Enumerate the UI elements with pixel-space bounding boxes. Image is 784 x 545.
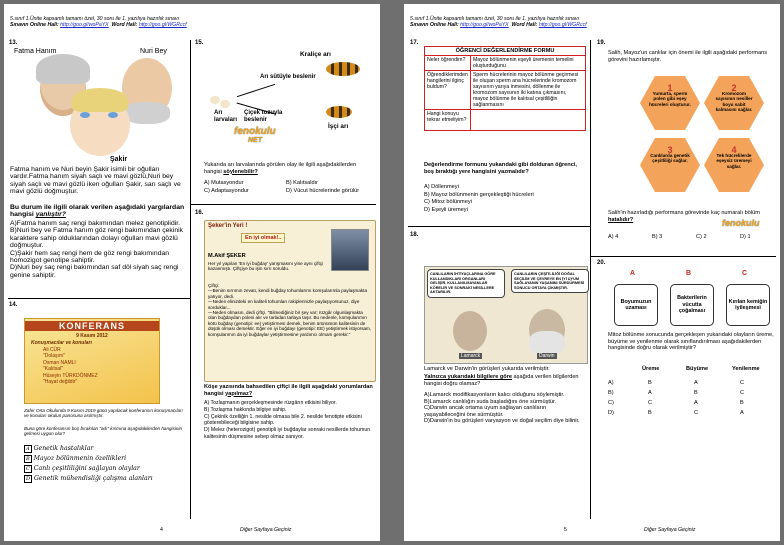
question-number: 16. [195,210,204,216]
form-question: Hangi konuyu tekrar etmeliyim? [425,110,471,131]
option-b[interactable]: B) Kalıtsaldır [286,180,319,186]
option-cell: A [740,410,744,416]
header-online-link[interactable]: http://goo.gl/woPaYX [60,22,109,29]
hexagon-number: 1 [667,83,673,93]
form-question: Neler öğrendim? [425,56,471,71]
question-number: 13. [9,40,18,46]
poster-title: KONFERANS [25,321,159,331]
mother-hair [36,54,90,84]
conference-poster [24,318,160,404]
question-number: 15. [195,40,204,46]
q17-stem: Değerlendirme formunu yukarıdaki gibi dolduran öğrenci, boş bıraktığı yere hangisini yazmalıdır? [424,162,577,175]
hexagon-content [712,83,756,112]
event-box: Boyumuzun uzaması [614,284,658,326]
scientists-illustration [424,266,588,364]
hexagon-content [648,83,692,107]
poster-speaker-topic: "Dolaşım" [43,353,65,360]
option-d[interactable]: D) Eşeyli üremeyi [424,206,468,213]
queen-label: Kraliçe arı [300,51,331,58]
question-divider [408,226,590,227]
q14-options [24,444,184,484]
question-number: 20. [597,260,606,266]
q17-options [424,184,584,214]
header-word-link[interactable]: http://goo.gl/WGRccf [138,22,187,29]
header-word-label: Word Hali: [511,22,538,29]
child-label: Şakir [110,156,128,163]
poster-speaker-topic: "Kalıtsal" [43,366,63,373]
question-number: 18. [410,232,419,238]
article-title: Şeker'in Yeri ! [208,223,248,229]
option-c[interactable]: C)Darwin ancak ortama uyum sağlayan canlıların yaşayabileceğini öne sürmüştür. [424,405,547,418]
q15-stem-text: Yukarıda arı larvalarında görülen olay ile ilgili aşağıdakilerden hangisi [204,162,357,175]
option-label: D) [608,410,614,416]
event-box: Bakterilerin vücutta çoğalması [670,284,714,326]
author-photo [331,229,369,271]
q13-stem-emphasis: yanlıştır? [35,211,66,219]
option-c[interactable] [24,464,184,474]
header-word-link[interactable]: http://goo.gl/WGRccf [538,22,587,29]
column-divider [190,40,191,519]
poster-speaker-topic: "Hayat değildir" [43,379,78,386]
option-b[interactable]: B)Nuri bey ve Fatma hanım göz rengi bakımından çekinik karaktere sahip olduklarından dolayı oğulları mavi gözlü doğmuştur. [10,227,184,250]
option-a[interactable] [24,444,184,454]
option-cell: C [740,380,745,386]
header-online-label: Sınavın Online Hali: [410,22,459,29]
article-paragraph: —Neden elinizdeki en kaliteli tohumları rakiplerinizle paylaşıyorsunuz, diye sorduklar... [208,299,360,310]
next-page-note: Diğer Sayfaya Geçiniz [644,527,696,533]
header-title: 5.sınıf 1.Ünite kapsamlı tamamı özel, 30 soru ile 1. yazılıya hazırlık sınavı [410,16,579,22]
option-b[interactable] [24,454,184,464]
q16-stem-emphasis: yapılmaz? [225,390,253,397]
q20-text: Mitoz bölünme sonucunda gerçekleşen yukarıdaki olayların üreme, büyüme ve yenilenme olarak sınıflandırılması aşağıdakilerden hangisinde doğru olarak verilmiştir? [608,332,774,352]
option-a[interactable]: A) Mutasyondur [204,180,244,186]
option-a[interactable]: A) Döllenmeyi [424,184,459,190]
question-number: 14. [9,302,18,308]
option-b[interactable]: B)Lamarck canlılığın suda başladığını öne sürmüştür. [424,398,557,405]
q13-stem-text: Bu durum ile ilgili olarak verilen aşağıdaki yargılardan hangisi [10,204,185,219]
worker-label: İşçi arı [328,123,349,130]
article-paragraph: Her yıl yapılan 'En iyi buğday' yarışmasını yine aynı çiftçi kazanmıştı. Çiftçiye bu işin sırrı soruldu. [208,261,324,272]
q18-stem [424,374,586,387]
q18-text: Lamarck ve Darwin'in görüşleri yukarıda verilmiştir. [424,366,550,372]
option-d[interactable]: D) Vücut hücrelerinde görülür [286,188,360,194]
option-letter: B [26,456,30,462]
option-d[interactable]: D)Darwin'in bu görüşleri varyasyon ve doğal seçilim diye bilinir. [424,418,580,425]
page-header [410,16,587,28]
father-beard [124,102,170,124]
event-letter: A [630,270,636,277]
option-c[interactable]: C)Şakir hem saç rengi hem de göz rengi bakımından homozigot genotipe sahiptir. [10,249,170,265]
hexagon-content [648,145,692,164]
option-c[interactable] [608,398,774,408]
option-cell: B [648,380,652,386]
q14-stem: Buna göre konferansın boş bırakılan "adı" kısmına aşağıdakilerden hangisinin gelmesi uygun olur? [24,426,183,437]
option-a[interactable]: A) Tozlaşmanın gerçekleşmesinde rüzgârın etkisini biliyor. [204,400,337,406]
darwin-speech-bubble: CANLILARIN ÇEŞİTLİLİĞİ DOĞAL SEÇİLİM VE ÇEVREYE EN İYİ UYUM SAĞLAYANIN YAŞAMINI SÜRDÜRMESİ SONUCU ORTAYA ÇIKMIŞTIR. [511,269,589,293]
darwin-beard [529,331,565,355]
child-eye-icon [80,112,90,118]
header-online-link[interactable]: http://goo.gl/woPaYX [460,22,509,29]
option-b[interactable]: B) Tozlaşma hakkında bilgiye sahip. [204,406,287,413]
hexagon-number: 4 [731,145,737,155]
article-paragraph: —Benim sırrımın zevatı, kendi buğday tohumlarımı komşularımla paylaşmakta yatıyor, dedi. [208,288,368,299]
q13-options [10,220,188,279]
hexagon-text: Canlılarda genetik çeşitliliği sağlar. [650,153,690,164]
mitosis-events [614,270,774,340]
option-text: Mayoz bölünmenin özellikleri [33,455,127,462]
hexagon-text: Yumurta, sperm polen gibi eşey hücreleri oluşturur. [649,91,691,107]
form-question: Öğrendiklerimden hangilerini ilginç buldum? [425,71,471,110]
bee-illustration [204,50,376,154]
poster-date: 9 Kasım 2012 [76,333,108,339]
form-answer: Sperm hücrelerinin mayoz bölünme geçirmesi ile oluşan sperm ana hücrelerinde kromozom sayısının yarıya inmesini, döllenme ile kromozom sayısının iki katına çıkmasını, mayoz bölünme ile kalıtsal çeşitliliğin sağlanmasını [470,71,585,110]
header-word-label: Word Hali: [111,22,138,29]
child-eye-icon [108,112,118,118]
option-a[interactable]: A)Fatma hanım saç rengi bakımından melez genotiplidir. [10,220,181,227]
option-b[interactable]: B) Mayoz bölünmenin gerçekleştiği hücreleri [424,191,534,198]
poster-speaker: Osman NAMLI [43,359,76,366]
option-b[interactable] [608,388,774,398]
q15-stem-emphasis: söylenebilir? [223,168,258,175]
option-letter: D [26,476,31,482]
watermark-logo [234,126,276,144]
poster-subtitle: Konuşmacılar ve konuları [31,340,92,346]
q20-options [608,378,774,418]
option-d[interactable] [608,408,774,418]
event-letter: C [742,270,748,277]
hexagon-content [712,145,756,169]
hexagon-number: 2 [731,83,737,93]
header-online-label: Sınavın Online Hali: [10,22,59,29]
hexagon-text: Tek hücrelilerde eşeysiz üremeyi sağlar. [716,153,752,169]
option-label: C) [608,400,614,406]
q16-stem-text: Köşe yazısında bahsedilen çiftçi ile ilgili aşağıdaki yorumlardan hangisi [204,384,373,397]
hexagon-text: Kromozom sayısının nesiller boyu sabit kalmasını sağlar. [715,91,753,112]
lamarck-speech-bubble: CANLILARIN İHTİYAÇLARINA GÖRE KULLANDIKLARI ORGANLARI GELİŞİR, KULLANILMAYANLAR KÖRELİR VE SONRAKİ NESİLLERE AKTARILIR. [427,269,505,298]
question-number: 19. [597,40,606,46]
q14-text: Zafer Orta Okulunda 9 Kasım 2019 günü yapılacak konferansın konuşmacıları ve konuları okulun panosuna asılmıştır. [24,408,183,419]
performance-hexagons [608,68,774,208]
option-letter: C [26,466,30,472]
article-paragraph: —Neden olmasın, dedi çiftçi. "Bilmediğiniz bir şey var; rüzgâr olgunlaşmakta olan buğdaydan poleni alır ve tarladan tarlaya taşır. Bu nedenle, komşularımın kötü buğday (genotipi: ee) yetiştirmesi demek, benim ürünümün kalitesinin de düşük olması demektir. Eğer en iyi buğdayı (genotipi: EE) yetiştirmek istiyorsam, komşularımın da iyi buğdaylar yetiştirmesine yardımcı olmam gerekir." [208,310,372,337]
worker-bee-icon [326,106,352,118]
page-number: 5 [564,527,567,533]
larva-icon [210,96,220,104]
option-cell: C [648,400,653,406]
article-body [208,283,372,337]
form-title: ÖĞRENCİ DEĞERLENDİRME FORMU [425,47,586,56]
event-box: Kırılan kemiğin iyileşmesi [726,284,770,326]
lamarck-caption: Lamarck [461,353,481,359]
hexagon-number: 3 [667,145,673,155]
page-number: 4 [160,527,163,533]
larva-icon [220,100,230,108]
option-a[interactable] [608,378,774,388]
option-cell: B [648,410,652,416]
page-header [10,16,187,28]
next-page-note: Diğer Sayfaya Geçiniz [240,527,292,533]
column-divider [590,40,591,519]
poster-speaker: Ali CÜR [43,347,61,353]
q19-stem-text: Salih'in hazırladığı performans görevinde kaç numaralı bölüm [608,210,760,216]
option-a[interactable]: A) 4 [608,234,619,240]
option-cell: A [694,400,698,406]
q13-text: Fatma hanım ve Nuri beyin Şakir isimli bir oğulları vardır.Fatma hanım siyah saçlı ve mavi gözlü,Nuri bey siyah saçlı ve mavi gözlü iken oğulları Şakir, sarı saçlı ve mavi gözlü doğmuştur. [10,166,181,196]
form-answer-blank[interactable] [470,110,585,131]
q18-stem-emphasis: Yalnızca yukarıdaki bilgilere göre [424,374,512,380]
option-d[interactable]: D)Nuri bey saç rengi bakımından saf döl siyah saç rengi genine sahiptir. [10,264,179,279]
option-a[interactable]: A)Lamarck modifikasyonların kalıcı olduğunu söylemiştir. [424,392,565,398]
option-text: Canlı çeşitliliğini sağlayan olaylar [33,465,140,472]
option-cell: B [740,400,744,406]
child-hair [72,88,128,112]
lamarck-portrait [453,311,487,351]
question-number: 17. [410,40,419,46]
question-divider [8,298,190,299]
watermark-logo [722,218,760,228]
larva-label: Arı larvaları [214,110,238,123]
article-author: M.Akif ŞEKER [208,253,246,259]
family-illustration [10,46,188,164]
poster-speakers [43,347,98,385]
option-d[interactable] [24,474,184,484]
option-c[interactable]: C) Çekinik özelliğin 1. nesilde olmasa bile 2. nesilde fenotipte etkisini göstereblieceği bilgisine sahip. [204,413,362,427]
question-divider [590,256,776,257]
q13-stem [10,204,188,219]
article-paragraph: Çiftçi: [208,283,220,288]
poster-speaker: Hüseyin TÜRKDÖNMEZ [43,372,98,379]
answer-header-reproduction: Üreme [642,366,660,372]
option-b[interactable]: B) 3 [652,234,663,240]
watermark-text: fenokulu [722,218,760,228]
q19-text: Salih, Mayoz'un canlılar için önemi ile ilgili aşağıdaki performans görevini hazırlamıştır. [608,50,768,63]
option-cell: B [694,390,698,396]
article-tag: En iyi olmak!.. [241,233,285,243]
option-label: A) [608,380,614,386]
option-text: Genetik hastalıklar [33,445,94,452]
answer-header-growth: Büyüme [686,366,709,372]
evaluation-form [424,46,586,131]
option-d[interactable]: D) Melez (heterozigot) genotipli iyi buğdaylar sonraki nesillerde tohumun kalitesinin düşmesine sebep olmaz sanıyor. [204,427,371,440]
option-cell: A [694,380,698,386]
q19-stem-emphasis: hatalıdır? [608,216,634,223]
pollen-label: Çiçek tozuyla beslenir [244,110,283,123]
watermark-suffix: NET [248,137,262,144]
mother-label: Fatma Hanım [14,48,57,55]
option-d[interactable]: D) 1 [740,234,751,240]
option-letter: A [26,446,30,452]
q16-stem [204,384,374,397]
option-c[interactable]: C) 2 [696,234,707,240]
left-page [4,4,380,541]
right-page [404,4,780,541]
form-answer: Mayoz bölünmenin eşeyli üremenin temelini oluşturduğunu [470,56,585,71]
option-c[interactable]: C) Adaptasyondur [204,188,249,194]
queen-bee-icon [326,62,360,76]
option-cell: A [648,390,652,396]
event-letter: B [686,270,692,277]
royal-jelly-label: Arı sütüyle beslenir [260,74,316,80]
watermark-text: fenokulu [234,126,276,137]
question-divider [190,204,376,205]
option-c[interactable]: C) Mitoz bölünmeyi [424,199,472,206]
column-article [204,220,376,382]
darwin-caption: Darwin [539,353,555,359]
option-label: B) [608,390,614,396]
answer-header-renewal: Yenilenme [732,366,760,372]
q15-stem [204,162,374,175]
option-text: Genetik mühendisliği çalışma alanları [33,475,153,482]
q18-options [424,392,586,425]
arrow-icon [237,84,275,97]
father-label: Nuri Bey [140,48,167,55]
q16-options [204,400,374,441]
option-cell: C [694,410,699,416]
q18-stem-text: aşağıda verilen bilgilerden hangisi doğru olamaz? [424,374,579,387]
header-title: 5.sınıf 1.Ünite kapsamlı tamamı özel, 30 soru ile 1. yazılıya hazırlık sınavı [10,16,179,22]
option-cell: C [740,390,745,396]
